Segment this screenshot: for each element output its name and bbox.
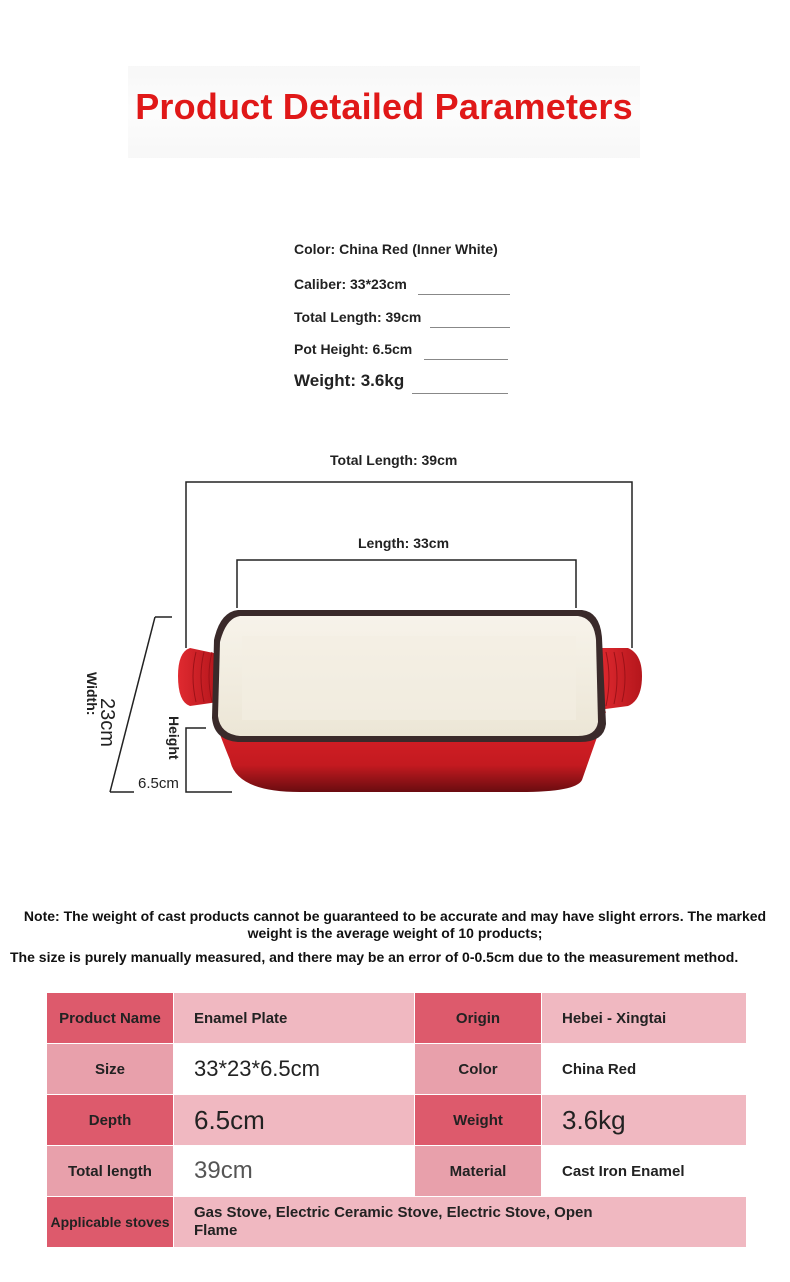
- weight-label: Weight: [415, 1095, 542, 1146]
- parameter-table: [46, 992, 747, 1248]
- page-title: Product Detailed Parameters: [135, 86, 633, 127]
- depth-label: Depth: [47, 1095, 174, 1146]
- size-label: Size: [47, 1044, 174, 1095]
- spec-underline: [430, 327, 510, 328]
- table-row: [47, 1197, 747, 1248]
- length-bracket: [237, 560, 576, 608]
- spec-total-length: Total Length: 39cm: [294, 309, 422, 325]
- spec-underline: [412, 393, 508, 394]
- color-value: China Red: [542, 1044, 747, 1095]
- table-row: [47, 993, 747, 1044]
- origin-label: Origin: [415, 993, 542, 1044]
- width-value: 23cm: [96, 698, 118, 747]
- stoves-text: Gas Stove, Electric Ceramic Stove, Electric Stove, Open Flame: [194, 1204, 593, 1239]
- color-label: Color: [415, 1044, 542, 1095]
- table-row: [47, 1044, 747, 1095]
- spec-weight: Weight: 3.6kg: [294, 371, 405, 390]
- product-name-value: Enamel Plate: [174, 993, 415, 1044]
- baking-dish-diagram: [0, 440, 790, 860]
- total-length-label: Total length: [47, 1146, 174, 1197]
- spec-color: Color: China Red (Inner White): [294, 241, 498, 257]
- origin-value: Hebei - Xingtai: [542, 993, 747, 1044]
- height-label: Height: [166, 716, 182, 760]
- total-length-dimension-label: Total Length: 39cm: [330, 452, 458, 468]
- weight-value: 3.6kg: [542, 1095, 747, 1146]
- left-handle: [178, 648, 218, 706]
- spec-caliber: Caliber: 33*23cm: [294, 276, 407, 292]
- length-dimension-label: Length: 33cm: [358, 535, 450, 551]
- material-value: Cast Iron Enamel: [542, 1146, 747, 1197]
- height-value: 6.5cm: [138, 775, 179, 792]
- depth-value: 6.5cm: [174, 1095, 415, 1146]
- width-label: Width:: [84, 672, 100, 716]
- product-name-label: Product Name: [47, 993, 174, 1044]
- total-length-value: 39cm: [174, 1146, 415, 1197]
- stoves-label: Applicable stoves: [47, 1197, 174, 1248]
- size-value: 33*23*6.5cm: [174, 1044, 415, 1095]
- stoves-value: [174, 1197, 747, 1248]
- note-size: The size is purely manually measured, and there may be an error of 0-0.5cm due to the measurement method.: [10, 949, 739, 965]
- spec-underline: [418, 294, 510, 295]
- table-row: [47, 1095, 747, 1146]
- material-label: Material: [415, 1146, 542, 1197]
- table-row: [47, 1146, 747, 1197]
- note-weight: Note: The weight of cast products cannot be guaranteed to be accurate and may have slight errors. The marked weight is the average weight of 10 products;: [23, 908, 767, 941]
- spec-pot-height: Pot Height: 6.5cm: [294, 341, 413, 357]
- spec-underline: [424, 359, 508, 360]
